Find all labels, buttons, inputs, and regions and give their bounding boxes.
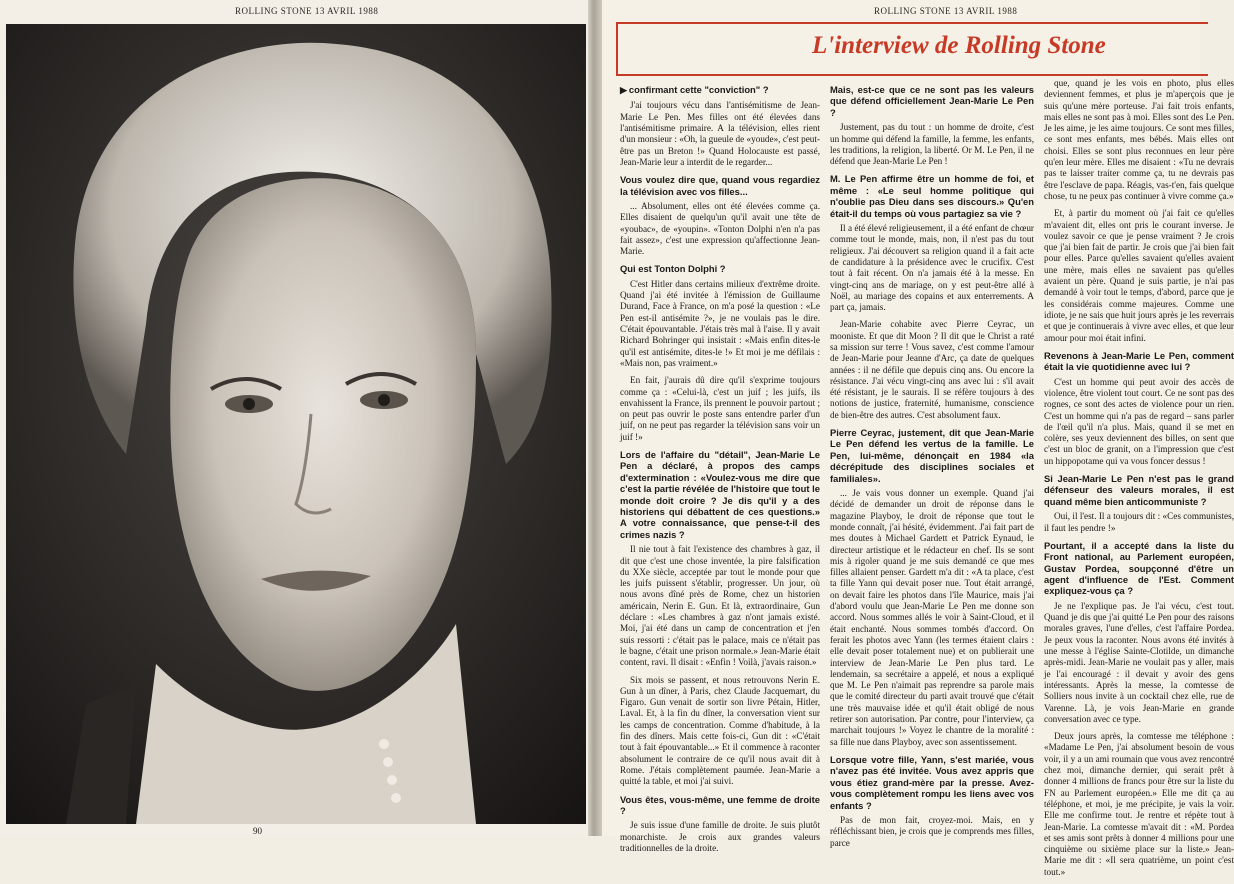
answer-paragraph xyxy=(620,201,820,257)
answer-paragraph xyxy=(1044,208,1234,344)
answer-paragraph xyxy=(830,815,1034,849)
text-column-2 xyxy=(830,78,1034,855)
paragraph-text: En fait, j'aurais dû dire qu'il s'exprime toujours comme ça : «Celui-là, c'est un juif ; les juifs, ils envahissent la France, ils prennent le pouvoir partout ; on peut pas ouvrir le poste sans entendre parler d'un juif, on ne peut pas regarder la télévision sans voir un juif !» xyxy=(620,375,820,442)
answer-paragraph xyxy=(620,279,820,369)
question-paragraph xyxy=(620,174,820,197)
answer-paragraph xyxy=(1044,601,1234,725)
paragraph-text: Je suis issue d'une famille de droite. Je suis plutôt monarchiste. Je crois aux grandes valeurs traditionnelles de la droite. xyxy=(620,820,820,853)
answer-paragraph xyxy=(830,223,1034,313)
question-paragraph xyxy=(830,754,1034,811)
paragraph-text: Il nie tout à fait l'existence des chambres à gaz, il dit que c'est une chose inventée, la pire falsification du XXe siècle, acceptée par tout le monde pour que les juifs puissent s'établir, progresser. Un jour, où nous avons dîné près de Rome, chez un historien américain, Nerin E. Gun. Et là, extraordinaire, Gun déclare : «Les chambres à gaz n'ont jamais existé. Moi, j'ai été dans un camp de concentration et j'en suis ressorti : c'était pas le palace, mais ce n'était pas le bagne, c'était une prison normale.» Jean-Marie était content, ravi. Il disait : «Enfin ! Voilà, j'avais raison.» xyxy=(620,544,820,668)
paragraph-text: Il a été élevé religieusement, il a été enfant de chœur comme tout le monde, mais, non, il n'est pas du tout religieux. J'ai découvert sa religion quand il a fait acte de candidature à la présidence avec le crucifix. C'est tout à fait récent. On n'a jamais été à la messe. En vingt-cinq ans de mariage, on y est peut-être allé à Noël, au mariage des copains et aux enterrements. A part ça, jamais. xyxy=(830,223,1034,313)
question-paragraph xyxy=(1044,350,1234,373)
answer-paragraph xyxy=(830,122,1034,167)
paragraph-text: Si Jean-Marie Le Pen n'est pas le grand défenseur des valeurs morales, il est quand même bien anticommuniste ? xyxy=(1044,473,1234,507)
paragraph-text: Justement, pas du tout : un homme de droite, c'est un homme qui défend la famille, la femme, les enfants, les traditions, la religion, la liberté. Or M. Le Pen, il ne défend que Jean-Marie Le Pen ! xyxy=(830,122,1034,167)
paragraph-text: ... Je vais vous donner un exemple. Quand j'ai décidé de demander un droit de réponse dans le magazine Playboy, le droit de réponse que tout le monde connaît, j'ai hésité, évidemment. J'ai fait part de mes doutes à Michael Gardett et Patrick Eynaud, le directeur artistique et le rédacteur en chef. Ils se sont mis à rigoler quand je me suis demandé ce que mes filles allaient penser. Gardett m'a dit : «A ta place, c'est ta fille Yann qui devait poser nue. Tout était arrangé, on devait faire les photos dans l'île Maurice, mais j'ai d'abord voulu que Jean-Marie Le Pen me donne son accord. Nous sommes allés le voir à Saint-Cloud, et il était enchanté. Nous sommes tombés d'accord. On ferait les photos avec Yann (les termes étaient clairs : elle devait poser totalement nue) et on publierait une interview de Jean-Marie Le Pen plus tard. Le lendemain, sa secrétaire a appelé, et nous a expliqué que M. Le Pen n'aimait pas reprendre sa parole mais que le comité directeur du parti avait trouvé que c'était une très mauvaise idée et qu'il était obligé de nous retirer son autorisation. Par contre, pour l'interview, ça marchait toujours !» Voyez le chantre de la moralité : sa fille nue dans Playboy, avec son assentissement. xyxy=(830,488,1034,747)
paragraph-text: M. Le Pen affirme être un homme de foi, et même : «Le seul homme politique qui n'oublie pas Dieu dans ses discours.» Qu'en était-il du temps où vous partagiez sa vie ? xyxy=(830,173,1034,219)
answer-paragraph xyxy=(1044,511,1234,534)
paragraph-text: C'est un homme qui peut avoir des accès de violence, être violent tout court. Ce ne sont pas des rognes, ce sont des actes de violence pour un rien. C'est un homme qui n'a pas de regard – sans parler de l'œil qu'il n'a plus. Mais, quand il se met en colère, ses yeux deviennent des billes, on sent que c'est un bloc de granit, on a l'impression que c'est un hippopotame qui va vous foncer dessus ! xyxy=(1044,376,1234,466)
paragraph-text: J'ai toujours vécu dans l'antisémitisme de Jean-Marie Le Pen. Mes filles ont été élevées dans l'antisémitisme primaire. A la télévision, elles rient d'un monsieur : «Oh, la gueule de «youde», c'est peut-être pas un Breton !» Quand Holocauste est passé, Jean-Marie leur a interdit de le regarder... xyxy=(620,100,820,167)
answer-paragraph xyxy=(620,375,820,443)
paragraph-text: Mais, est-ce que ce ne sont pas les valeurs que défend officiellement Jean-Marie Le Pen ? xyxy=(830,84,1034,118)
question-paragraph xyxy=(1044,473,1234,507)
gutter xyxy=(588,0,602,836)
paragraph-text: Jean-Marie cohabite avec Pierre Ceyrac, un mooniste. Et que dit Moon ? Il dit que le Christ a raté sa mission sur terre ! Vous savez, c'est comme l'amour de Jean-Marie pour Jeanne d'Arc, ça date de quelques années : il ne défile que depuis cinq ans. Ou encore la résistance. J'ai vécu vingt-cinq ans avec lui : s'il avait été résistant, je le saurais. Il se réfère toujours à des notions de justice, fraternité, humanisme, conscience de bien-être des autres. C'est absolument faux. xyxy=(830,319,1034,420)
paragraph-text: Vous êtes, vous-même, une femme de droite ? xyxy=(620,793,820,816)
paragraph-text: que, quand je les vois en photo, plus elles deviennent femmes, et plus je m'aperçois que je suis qu'une mère porteuse. J'ai fait trois enfants, mais elles ne sont pas à moi. Elles sont des Le Pen. Je les aime, je les aime toujours. Ce sont mes filles, ce sont mes enfants, mes bébés. Mais elles ont choisi. Elles se sont plus reconnues en leur père qu'en leur mère. Elles me disaient : «Tu ne devrais pas te laisser traiter comme ça, tu ne devrais pas être l'esclave de papa. Réagis, vas-t'en, fais quelque chose, tu ne peux pas continuer à vivre comme ça.» xyxy=(1044,78,1234,201)
answer-paragraph xyxy=(1044,731,1234,878)
paragraph-text: Lorsque votre fille, Yann, s'est mariée, vous n'avez pas été invitée. Vous avez appris que vous étiez grand-mère par la presse. Avez-vous complètement rompu les liens avec vos enfants ? xyxy=(830,753,1034,811)
paragraph-text: C'est Hitler dans certains milieux d'extrême droite. Quand j'ai été invitée à l'émission de Guillaume Durand, Face à France, on m'a posé la question : «Le Pen est-il antisémite ?», je ne voulais pas le dire. C'était épouvantable. J'étais très mal à l'aise. Il y avait Richard Bohringer qui insistait : «Mais enfin dites-le qu'il est antisémite, dites-le !» Et moi je me défilais : «Mais non, pas vraiment.» xyxy=(620,278,820,368)
paragraph-text: ... Absolument, elles ont été élevées comme ça. Elles disaient de quelqu'un qu'il avait une tête de «youbac», de «youpin». «Tonton Dolphi n'en n'a pas fait assez», c'est une expression qu'affectionne Jean-Marie. xyxy=(620,201,820,257)
paragraph-text: Oui, il l'est. Il a toujours dit : «Ces communistes, il faut les pendre !» xyxy=(1044,511,1234,533)
portrait-photo-icon xyxy=(6,24,586,824)
question-paragraph xyxy=(620,794,820,817)
answer-paragraph xyxy=(620,675,820,788)
running-head-left: ROLLING STONE 13 AVRIL 1988 xyxy=(235,6,379,16)
paragraph-text: Deux jours après, la comtesse me téléphone : «Madame Le Pen, j'ai absolument besoin de vous voir, il y a un ami roumain que vous avez rencontré chez moi, dimanche dernier, qui serait prêt à donner 4 millions de francs pour être sur la liste du FN au Parlement européen.» Elle me dit ça au téléphone, et moi, je me précipite, je vais la voir. Elle me confirme tout. Je rentre et répète tout à Jean-Marie. La comtesse m'avait dit : «M. Pordea et ses amis sont prêts à donner 4 millions pour une cinquième ou sixième place sur la liste.» Jean-Marie me dit : «Il sera quatrième, un point c'est tout.» xyxy=(1044,731,1234,877)
paragraph-text: Pas de mon fait, croyez-moi. Mais, en y réfléchissant bien, je crois que je comprends mes filles, parce xyxy=(830,814,1034,848)
paragraph-text: Vous voulez dire que, quand vous regardiez la télévision avec vos filles... xyxy=(620,174,820,197)
paragraph-text: Lors de l'affaire du "détail", Jean-Marie Le Pen a déclaré, à propos des camps d'extermination : «Voulez-vous me dire que c'est la partie révélée de l'histoire que tout le monde doit croire ? Je dis qu'il y a des historiens qui débattent de ces questions.» A votre connaissance, que pense-t-il des crimes nazis ? xyxy=(620,449,820,540)
question-paragraph xyxy=(830,84,1034,118)
paragraph-text: Revenons à Jean-Marie Le Pen, comment était la vie quotidienne avec lui ? xyxy=(1044,349,1234,373)
running-head-right: ROLLING STONE 13 AVRIL 1988 xyxy=(874,6,1018,16)
answer-paragraph xyxy=(1044,78,1234,202)
paragraph-text: Six mois se passent, et nous retrouvons Nerin E. Gun à un dîner, à Paris, chez Claude Jacquemart, du Figaro. Gun venait de sortir son livre Pétain, Hitler, Laval. Et, à la fin du dîner, la conversation vient sur les camps de concentration. Comme d'habitude, à la fin des dîners. Mais cette fois-ci, Gun dit : «C'était tout à fait épouvantable...» Et il commence à raconter absolument le contraire de ce qu'il nous avait dit à Rome. J'étais complètement paumée. Jean-Marie a quitté la table, et moi j'ai suivi. xyxy=(620,674,820,787)
answer-paragraph xyxy=(1044,377,1234,467)
right-page xyxy=(602,0,1234,877)
answer-paragraph xyxy=(830,488,1034,748)
question-paragraph xyxy=(1044,540,1234,597)
article-title: L'interview de Rolling Stone xyxy=(812,32,1106,59)
paragraph-text: confirmant cette "conviction" ? xyxy=(628,84,769,95)
answer-paragraph xyxy=(620,100,820,168)
question-paragraph xyxy=(620,263,820,274)
question-paragraph xyxy=(620,84,820,96)
question-paragraph xyxy=(620,449,820,540)
paragraph-text: Pourtant, il a accepté dans la liste du Front national, au Parlement européen, Gustav Pordea, soupçonné d'être un agent d'influence de l'Est. Comment expliquez-vous ça ? xyxy=(1044,539,1234,597)
answer-paragraph xyxy=(620,820,820,854)
paragraph-text: Pierre Ceyrac, justement, dit que Jean-Marie Le Pen défend les vertus de la famille. Le Pen, lui-même, dénonçait en 1984 «la décrépitude des disciplines sociales et familiales». xyxy=(830,427,1034,484)
text-column-3 xyxy=(1044,78,1234,884)
left-page xyxy=(0,0,590,836)
question-paragraph xyxy=(830,173,1034,219)
continuation-arrow-icon: ▶ xyxy=(620,85,627,95)
page-number: 90 xyxy=(253,826,262,836)
paragraph-text: Qui est Tonton Dolphi ? xyxy=(620,263,726,275)
text-column-1 xyxy=(620,78,820,860)
paragraph-text: Et, à partir du moment où j'ai fait ce qu'elles m'avaient dit, elles ont pris le courant inverse. Je voulez savoir ce que je pense vraiment ? Je crois que j'ai bien fait de partir. Je crois que j'ai bien fait pour elles. Parce qu'elles savaient qu'elles avaient une mère, mais elles ne savaient pas qu'elles avaient un père. Quand je suis partie, je n'ai pas demandé à voir tout le temps, d'abord, parce que je les considérais comme majeures. Comme une idiote, je ne sais que huit jours après je les reverrais et que je continuerais à vivre avec elles, et que leur amour pour moi était infini. xyxy=(1044,208,1234,343)
answer-paragraph xyxy=(620,544,820,668)
portrait-photo xyxy=(6,24,586,824)
paragraph-text: Je ne l'explique pas. Je l'ai vécu, c'est tout. Quand je dis que j'ai quitté Le Pen pour des raisons morales graves, l'une d'elles, c'est l'affaire Pordea. Je peux vous la raconter. Nous avons été invités à une messe à l'église Sainte-Clotilde, un dimanche après-midi. Jean-Marie ne voulait pas y aller, mais je l'ai encouragé : il devait y avoir des gens intéressants. Après la messe, la comtesse de Solliers nous invite à un cocktail chez elle, rue de Varenne. Là, je vois Jean-Marie en grande conversation avec ce type. xyxy=(1044,600,1234,724)
question-paragraph xyxy=(830,427,1034,484)
answer-paragraph xyxy=(830,319,1034,421)
